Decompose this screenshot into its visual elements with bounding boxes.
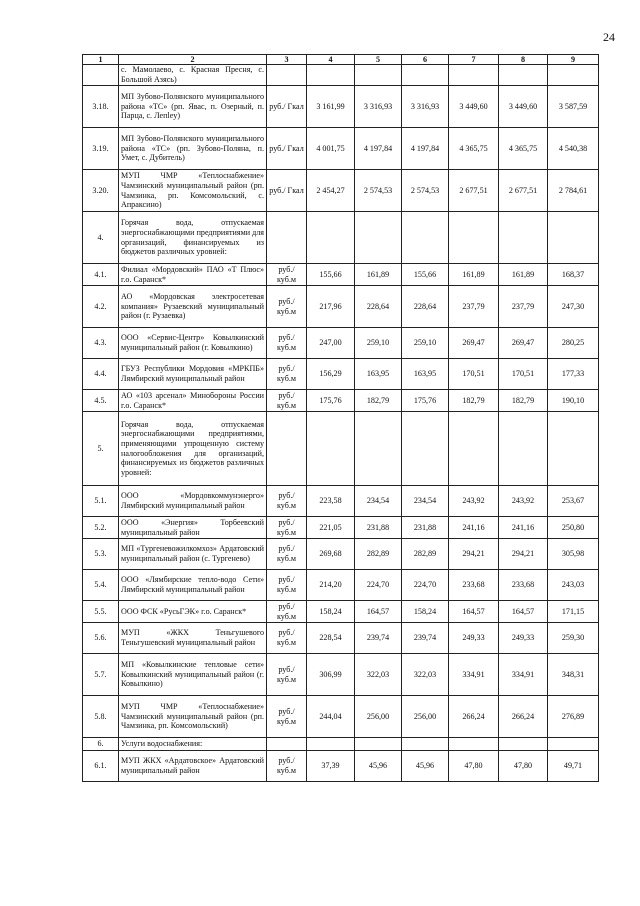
tariff-value-cell bbox=[449, 412, 499, 486]
tariff-value-cell: 282,89 bbox=[355, 539, 402, 570]
unit-cell: руб./ куб.м bbox=[267, 539, 307, 570]
tariff-value-cell: 247,30 bbox=[548, 286, 599, 328]
tariff-value-cell: 49,71 bbox=[548, 751, 599, 782]
tariff-value-cell: 276,89 bbox=[548, 696, 599, 738]
tariff-value-cell: 243,03 bbox=[548, 570, 599, 601]
tariff-value-cell bbox=[402, 738, 449, 751]
table-row bbox=[83, 359, 599, 390]
row-number-cell: 5.6. bbox=[83, 623, 119, 654]
organization-name-cell: Филиал «Мордовский» ПАО «Т Плюс» г.о. Саранск* bbox=[119, 264, 267, 286]
tariff-value-cell: 294,21 bbox=[449, 539, 499, 570]
unit-cell bbox=[267, 738, 307, 751]
page-number: 24 bbox=[603, 30, 615, 44]
tariff-value-cell: 259,10 bbox=[402, 328, 449, 359]
unit-cell: руб./ куб.м bbox=[267, 359, 307, 390]
tariff-value-cell: 4 365,75 bbox=[449, 128, 499, 170]
tariff-value-cell: 164,57 bbox=[449, 601, 499, 623]
tariff-value-cell: 2 574,53 bbox=[355, 170, 402, 212]
tariff-value-cell: 158,24 bbox=[307, 601, 355, 623]
unit-cell bbox=[267, 212, 307, 264]
tariff-value-cell: 155,66 bbox=[402, 264, 449, 286]
tariff-value-cell: 4 197,84 bbox=[402, 128, 449, 170]
tariff-value-cell: 171,15 bbox=[548, 601, 599, 623]
row-number-cell: 4.3. bbox=[83, 328, 119, 359]
table-row bbox=[83, 128, 599, 170]
table-row bbox=[83, 623, 599, 654]
tariff-value-cell: 322,03 bbox=[402, 654, 449, 696]
row-number-cell: 3.19. bbox=[83, 128, 119, 170]
table-row bbox=[83, 328, 599, 359]
tariff-value-cell: 161,89 bbox=[499, 264, 548, 286]
tariff-table bbox=[82, 54, 599, 782]
tariff-value-cell: 269,47 bbox=[449, 328, 499, 359]
table-row bbox=[83, 570, 599, 601]
tariff-value-cell bbox=[499, 738, 548, 751]
organization-name-cell: МУП ЧМР «Теплоснабжение» Чамзинский муниципальный район (рп. Чамзинка, рп. Комсомольский, с. Апраксино) bbox=[119, 170, 267, 212]
organization-name-cell: ООО «Лямбирские тепло-водо Сети» Лямбирский муниципальный район bbox=[119, 570, 267, 601]
tariff-value-cell bbox=[548, 212, 599, 264]
tariff-value-cell bbox=[402, 212, 449, 264]
tariff-value-cell bbox=[402, 412, 449, 486]
tariff-value-cell: 3 587,59 bbox=[548, 86, 599, 128]
tariff-value-cell: 243,92 bbox=[499, 486, 548, 517]
organization-name-cell: АО «Мордовская электросетевая компания» Рузаевский муниципальный район (г. Рузаевка) bbox=[119, 286, 267, 328]
row-number-cell: 5.2. bbox=[83, 517, 119, 539]
column-header: 9 bbox=[548, 55, 599, 65]
column-header: 4 bbox=[307, 55, 355, 65]
row-number-cell: 5.8. bbox=[83, 696, 119, 738]
tariff-value-cell bbox=[355, 412, 402, 486]
table-row bbox=[83, 170, 599, 212]
tariff-value-cell: 45,96 bbox=[355, 751, 402, 782]
table-row bbox=[83, 286, 599, 328]
tariff-value-cell: 47,80 bbox=[499, 751, 548, 782]
tariff-value-cell: 244,04 bbox=[307, 696, 355, 738]
tariff-value-cell: 4 540,38 bbox=[548, 128, 599, 170]
tariff-value-cell: 168,37 bbox=[548, 264, 599, 286]
unit-cell: руб./ куб.м bbox=[267, 517, 307, 539]
tariff-value-cell: 163,95 bbox=[402, 359, 449, 390]
tariff-value-cell: 175,76 bbox=[307, 390, 355, 412]
row-number-cell: 4.5. bbox=[83, 390, 119, 412]
tariff-value-cell: 243,92 bbox=[449, 486, 499, 517]
tariff-value-cell: 182,79 bbox=[449, 390, 499, 412]
table-row bbox=[83, 696, 599, 738]
tariff-value-cell: 3 161,99 bbox=[307, 86, 355, 128]
unit-cell: руб./ куб.м bbox=[267, 623, 307, 654]
tariff-value-cell bbox=[499, 212, 548, 264]
continuation-text: с. Мамолаево, с. Красная Пресня, с. Большой Азясь) bbox=[119, 65, 267, 86]
organization-name-cell: МП «Ковылкинские тепловые сети» Ковылкинский муниципальный район (г. Ковылкино) bbox=[119, 654, 267, 696]
tariff-value-cell: 249,33 bbox=[499, 623, 548, 654]
tariff-value-cell bbox=[307, 738, 355, 751]
unit-cell: руб./ куб.м bbox=[267, 570, 307, 601]
tariff-value-cell: 237,79 bbox=[499, 286, 548, 328]
tariff-value-cell: 224,70 bbox=[402, 570, 449, 601]
tariff-value-cell: 3 449,60 bbox=[499, 86, 548, 128]
tariff-value-cell: 259,30 bbox=[548, 623, 599, 654]
unit-cell: руб./ Гкал bbox=[267, 170, 307, 212]
row-number-cell: 4.4. bbox=[83, 359, 119, 390]
tariff-value-cell: 239,74 bbox=[402, 623, 449, 654]
tariff-value-cell: 170,51 bbox=[499, 359, 548, 390]
tariff-value-cell: 231,88 bbox=[402, 517, 449, 539]
organization-name-cell: ООО «Энергия» Торбеевский муниципальный район bbox=[119, 517, 267, 539]
tariff-value-cell bbox=[548, 738, 599, 751]
tariff-value-cell: 259,10 bbox=[355, 328, 402, 359]
tariff-value-cell: 249,33 bbox=[449, 623, 499, 654]
tariff-value-cell: 294,21 bbox=[499, 539, 548, 570]
tariff-value-cell: 37,39 bbox=[307, 751, 355, 782]
organization-name-cell: МП Зубово-Полянского муниципального района «ТС» (рп. Зубово-Поляна, п. Умет, с. Дубитель) bbox=[119, 128, 267, 170]
tariff-value-cell: 4 197,84 bbox=[355, 128, 402, 170]
tariff-value-cell: 234,54 bbox=[402, 486, 449, 517]
row-number-cell: 4.2. bbox=[83, 286, 119, 328]
tariff-value-cell: 2 574,53 bbox=[402, 170, 449, 212]
tariff-value-cell: 190,10 bbox=[548, 390, 599, 412]
organization-name-cell: МП Зубово-Полянского муниципального района «ТС» (рп. Явас, п. Озерный, п. Парца, с. Лепley) bbox=[119, 86, 267, 128]
unit-cell: руб./ куб.м bbox=[267, 751, 307, 782]
row-number-cell: 4. bbox=[83, 212, 119, 264]
tariff-value-cell: 322,03 bbox=[355, 654, 402, 696]
tariff-value-cell: 239,74 bbox=[355, 623, 402, 654]
column-header: 2 bbox=[119, 55, 267, 65]
row-number-cell: 3.20. bbox=[83, 170, 119, 212]
tariff-value-cell: 164,57 bbox=[355, 601, 402, 623]
organization-name-cell: АО «103 арсенал» Минобороны России г.о. Саранск* bbox=[119, 390, 267, 412]
tariff-value-cell: 158,24 bbox=[402, 601, 449, 623]
unit-cell: руб./ куб.м bbox=[267, 264, 307, 286]
tariff-value-cell: 182,79 bbox=[499, 390, 548, 412]
table-row bbox=[83, 751, 599, 782]
column-header: 6 bbox=[402, 55, 449, 65]
column-header: 5 bbox=[355, 55, 402, 65]
organization-name-cell: ГБУЗ Республики Мордовия «МРКПБ» Лямбирский муниципальный район bbox=[119, 359, 267, 390]
organization-name-cell: Услуги водоснабжения: bbox=[119, 738, 267, 751]
tariff-value-cell: 2 784,61 bbox=[548, 170, 599, 212]
organization-name-cell: ООО «Мордовкоммунэнерго» Лямбирский муниципальный район bbox=[119, 486, 267, 517]
table-row bbox=[83, 539, 599, 570]
unit-cell: руб./ Гкал bbox=[267, 128, 307, 170]
tariff-value-cell: 233,68 bbox=[449, 570, 499, 601]
tariff-value-cell: 231,88 bbox=[355, 517, 402, 539]
tariff-value-cell: 266,24 bbox=[449, 696, 499, 738]
table-row bbox=[83, 517, 599, 539]
row-number-cell: 5. bbox=[83, 412, 119, 486]
table-row bbox=[83, 486, 599, 517]
table-row bbox=[83, 601, 599, 623]
tariff-value-cell: 175,76 bbox=[402, 390, 449, 412]
tariff-value-cell: 3 316,93 bbox=[355, 86, 402, 128]
tariff-value-cell: 241,16 bbox=[449, 517, 499, 539]
tariff-value-cell: 214,20 bbox=[307, 570, 355, 601]
table-header-row bbox=[83, 55, 599, 65]
tariff-value-cell: 228,54 bbox=[307, 623, 355, 654]
tariff-value-cell bbox=[355, 738, 402, 751]
organization-name-cell: МП «Тургеневожилкомхоз» Ардатовский муниципальный район (с. Тургенево) bbox=[119, 539, 267, 570]
tariff-value-cell: 250,80 bbox=[548, 517, 599, 539]
tariff-value-cell bbox=[449, 738, 499, 751]
unit-cell: руб./ Гкал bbox=[267, 86, 307, 128]
tariff-value-cell: 348,31 bbox=[548, 654, 599, 696]
tariff-value-cell: 334,91 bbox=[449, 654, 499, 696]
table-row bbox=[83, 412, 599, 486]
table-row bbox=[83, 654, 599, 696]
tariff-value-cell: 3 449,60 bbox=[449, 86, 499, 128]
tariff-value-cell: 269,68 bbox=[307, 539, 355, 570]
table-row bbox=[83, 212, 599, 264]
tariff-value-cell bbox=[499, 412, 548, 486]
organization-name-cell: МУП «ЖКХ Теньгушевого Теньгушевский муниципальный район bbox=[119, 623, 267, 654]
row-number-cell: 5.4. bbox=[83, 570, 119, 601]
unit-cell: руб./ куб.м bbox=[267, 390, 307, 412]
row-number-cell: 5.1. bbox=[83, 486, 119, 517]
column-header: 1 bbox=[83, 55, 119, 65]
tariff-value-cell: 161,89 bbox=[449, 264, 499, 286]
tariff-value-cell: 305,98 bbox=[548, 539, 599, 570]
organization-name-cell: МУП ЖКХ «Ардатовское» Ардатовский муниципальный район bbox=[119, 751, 267, 782]
row-number-cell: 6.1. bbox=[83, 751, 119, 782]
tariff-value-cell: 217,96 bbox=[307, 286, 355, 328]
organization-name-cell: Горячая вода, отпускаемая энергоснабжающими предприятиями, применяющими упрощенную систему налогообложения для организаций, финансируемых из бюджетов различных уровней: bbox=[119, 412, 267, 486]
tariff-value-cell: 233,68 bbox=[499, 570, 548, 601]
tariff-value-cell: 4 001,75 bbox=[307, 128, 355, 170]
tariff-value-cell: 266,24 bbox=[499, 696, 548, 738]
tariff-value-cell: 334,91 bbox=[499, 654, 548, 696]
organization-name-cell: МУП ЧМР «Теплоснабжение» Чамзинский муниципальный район (рп. Чамзинка, рп. Комсомольский) bbox=[119, 696, 267, 738]
tariff-value-cell: 247,00 bbox=[307, 328, 355, 359]
tariff-value-cell: 2 677,51 bbox=[499, 170, 548, 212]
tariff-value-cell: 182,79 bbox=[355, 390, 402, 412]
column-header: 7 bbox=[449, 55, 499, 65]
row-number-cell: 5.5. bbox=[83, 601, 119, 623]
tariff-value-cell: 228,64 bbox=[355, 286, 402, 328]
table-row bbox=[83, 86, 599, 128]
tariff-value-cell: 306,99 bbox=[307, 654, 355, 696]
unit-cell: руб./ куб.м bbox=[267, 286, 307, 328]
row-number-cell: 6. bbox=[83, 738, 119, 751]
row-number-cell: 5.3. bbox=[83, 539, 119, 570]
tariff-value-cell: 177,33 bbox=[548, 359, 599, 390]
unit-cell bbox=[267, 412, 307, 486]
tariff-value-cell: 2 677,51 bbox=[449, 170, 499, 212]
tariff-value-cell: 269,47 bbox=[499, 328, 548, 359]
tariff-value-cell: 224,70 bbox=[355, 570, 402, 601]
tariff-value-cell: 2 454,27 bbox=[307, 170, 355, 212]
row-number-cell bbox=[83, 65, 119, 86]
organization-name-cell: Горячая вода, отпускаемая энергоснабжающими предприятиями для организаций, финансируемых из бюджетов различных уровней: bbox=[119, 212, 267, 264]
tariff-value-cell bbox=[307, 412, 355, 486]
tariff-value-cell: 156,29 bbox=[307, 359, 355, 390]
tariff-value-cell: 237,79 bbox=[449, 286, 499, 328]
unit-cell: руб./ куб.м bbox=[267, 601, 307, 623]
tariff-value-cell bbox=[355, 212, 402, 264]
tariff-value-cell: 170,51 bbox=[449, 359, 499, 390]
table-row bbox=[83, 738, 599, 751]
tariff-value-cell bbox=[307, 212, 355, 264]
row-number-cell: 3.18. bbox=[83, 86, 119, 128]
tariff-value-cell: 241,16 bbox=[499, 517, 548, 539]
tariff-value-cell: 164,57 bbox=[499, 601, 548, 623]
table-row bbox=[83, 264, 599, 286]
tariff-value-cell: 161,89 bbox=[355, 264, 402, 286]
unit-cell: руб./ куб.м bbox=[267, 696, 307, 738]
tariff-value-cell: 223,58 bbox=[307, 486, 355, 517]
organization-name-cell: ООО «Сервис-Центр» Ковылкинский муниципальный район (г. Ковылкино) bbox=[119, 328, 267, 359]
tariff-value-cell: 280,25 bbox=[548, 328, 599, 359]
tariff-value-cell: 221,05 bbox=[307, 517, 355, 539]
column-header: 8 bbox=[499, 55, 548, 65]
tariff-value-cell: 234,54 bbox=[355, 486, 402, 517]
tariff-value-cell: 45,96 bbox=[402, 751, 449, 782]
tariff-value-cell: 155,66 bbox=[307, 264, 355, 286]
tariff-value-cell: 282,89 bbox=[402, 539, 449, 570]
tariff-value-cell bbox=[548, 412, 599, 486]
tariff-value-cell: 256,00 bbox=[402, 696, 449, 738]
tariff-value-cell: 256,00 bbox=[355, 696, 402, 738]
tariff-value-cell bbox=[449, 212, 499, 264]
organization-name-cell: ООО ФСК «РусьГЭК» г.о. Саранск* bbox=[119, 601, 267, 623]
table-row bbox=[83, 390, 599, 412]
tariff-value-cell: 47,80 bbox=[449, 751, 499, 782]
continuation-row bbox=[83, 65, 599, 86]
column-header: 3 bbox=[267, 55, 307, 65]
unit-cell: руб./ куб.м bbox=[267, 328, 307, 359]
row-number-cell: 5.7. bbox=[83, 654, 119, 696]
tariff-value-cell: 4 365,75 bbox=[499, 128, 548, 170]
tariff-value-cell: 253,67 bbox=[548, 486, 599, 517]
tariff-value-cell: 228,64 bbox=[402, 286, 449, 328]
tariff-value-cell: 3 316,93 bbox=[402, 86, 449, 128]
unit-cell: руб./ куб.м bbox=[267, 654, 307, 696]
tariff-value-cell: 163,95 bbox=[355, 359, 402, 390]
unit-cell: руб./ куб.м bbox=[267, 486, 307, 517]
row-number-cell: 4.1. bbox=[83, 264, 119, 286]
